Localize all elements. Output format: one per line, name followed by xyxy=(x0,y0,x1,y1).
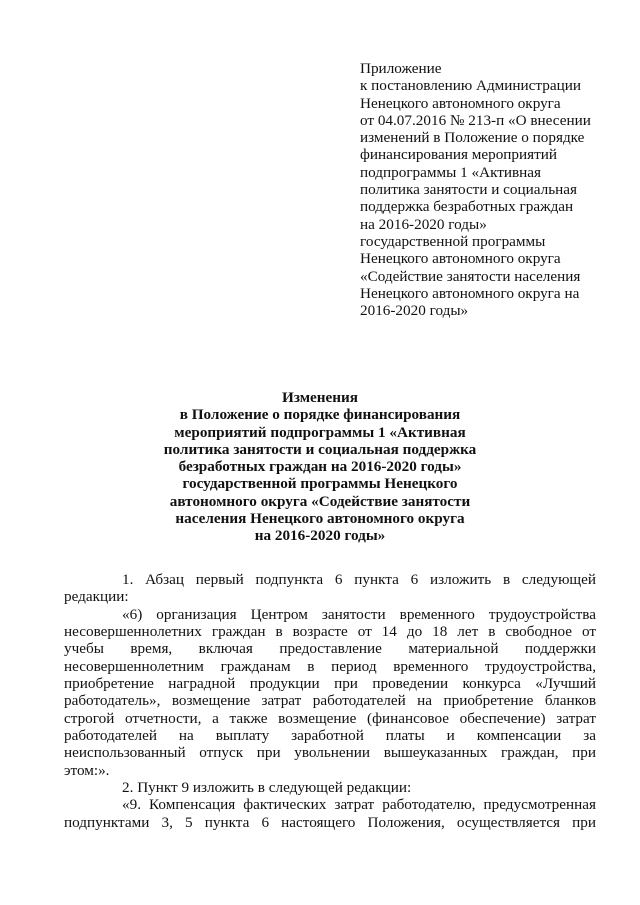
body-line: несовершеннолетних граждан в возрасте от 14 до 18 лет в свободное от xyxy=(64,623,596,641)
appendix-line: политика занятости и социальная xyxy=(360,181,577,199)
body-line: работодатель», возмещение затрат работодателей на приобретение бланков xyxy=(64,692,596,710)
document-body xyxy=(64,571,596,831)
appendix-line: финансирования мероприятий xyxy=(360,146,558,164)
title-line: в Положение о порядке финансирования xyxy=(179,406,461,424)
title-line: автономного округа «Содействие занятости xyxy=(169,492,471,510)
appendix-line: на 2016-2020 годы» xyxy=(360,215,487,233)
body-line: учебы время, включая предоставление материальной поддержки xyxy=(64,640,596,658)
body-line: 1. Абзац первый подпункта 6 пункта 6 изложить в следующей xyxy=(122,571,596,588)
appendix-line: «Содействие занятости населения xyxy=(360,267,581,285)
appendix-note xyxy=(360,60,620,319)
title-line: Изменения xyxy=(282,389,358,406)
appendix-line: государственной программы xyxy=(360,232,546,250)
body-line: 2. Пункт 9 изложить в следующей редакции: xyxy=(122,779,412,797)
title-line: мероприятий подпрограммы 1 «Активная xyxy=(174,423,466,441)
document-title xyxy=(150,389,490,545)
body-line: приобретение наградной продукции при проведении конкурса «Лучший xyxy=(64,675,596,693)
appendix-line: Ненецкого автономного округа на xyxy=(360,284,580,302)
title-line: политика занятости и социальная поддержка xyxy=(163,440,477,458)
title-line: безработных граждан на 2016-2020 годы» xyxy=(178,458,462,476)
appendix-line: к постановлению Администрации xyxy=(360,77,581,95)
appendix-line: изменений в Положение о порядке xyxy=(360,129,585,147)
appendix-line: Ненецкого автономного округа xyxy=(360,250,561,268)
body-line: строгой отчетности, а также возмещение (финансовое обеспечение) затрат xyxy=(64,709,596,727)
appendix-line: Ненецкого автономного округа xyxy=(360,94,561,112)
body-line: «9. Компенсация фактических затрат работодателю, предусмотренная xyxy=(122,796,596,814)
appendix-line: Приложение xyxy=(360,60,442,77)
appendix-line: подпрограммы 1 «Активная xyxy=(360,163,542,181)
appendix-line: от 04.07.2016 № 213-п «О внесении xyxy=(360,111,591,129)
appendix-line: 2016-2020 годы» xyxy=(360,302,469,320)
body-line: редакции: xyxy=(64,588,129,606)
body-line: «6) организация Центром занятости временного трудоустройства xyxy=(122,605,596,623)
body-line: несовершеннолетним гражданам в период временного трудоустройства, xyxy=(64,657,596,675)
appendix-line: поддержка безработных граждан xyxy=(360,198,574,216)
body-line: этом:». xyxy=(64,761,110,779)
title-line: населения Ненецкого автономного округа xyxy=(175,510,465,528)
title-line: на 2016-2020 годы» xyxy=(254,527,386,545)
body-line: подпунктами 3, 5 пункта 6 настоящего Положения, осуществляется при xyxy=(64,813,596,831)
body-line: работодателей на выплату заработной платы и компенсации за xyxy=(64,727,596,745)
body-line: неиспользованный отпуск при увольнении вышеуказанных граждан, при xyxy=(64,744,596,762)
title-line: государственной программы Ненецкого xyxy=(182,475,458,493)
